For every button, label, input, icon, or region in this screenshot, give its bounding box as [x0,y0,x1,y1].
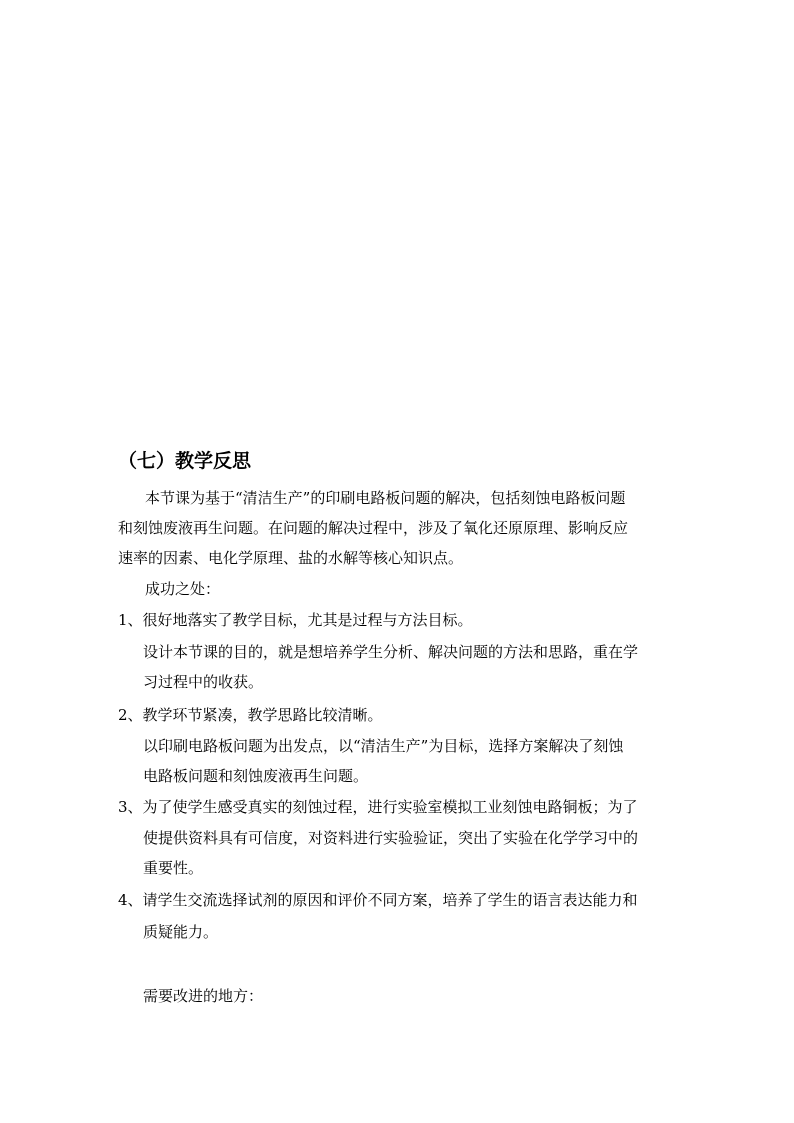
item-3-line-2: 使提供资料具有可信度，对资料进行实验验证，突出了实验在化学学习中的 [143,829,639,847]
item-2-title: 2、教学环节紧凑，教学思路比较清晰。 [118,706,383,724]
item-2-detail-line-2: 电路板问题和刻蚀废液再生问题。 [143,767,369,785]
item-3-line-1: 3、为了使学生感受真实的刻蚀过程，进行实验室模拟工业刻蚀电路铜板；为了 [118,798,638,816]
intro-line-1: 本节课为基于“清洁生产”的印刷电路板问题的解决，包括刻蚀电路板问题 [145,489,626,507]
success-label: 成功之处： [145,580,221,598]
item-4-line-2: 质疑能力。 [143,923,219,941]
section-heading: （七）教学反思 [118,450,252,472]
intro-line-2: 和刻蚀废液再生问题。在问题的解决过程中，涉及了氧化还原原理、影响反应 [118,519,629,537]
item-1-detail-line-2: 习过程中的收获。 [143,673,264,691]
improve-label: 需要改进的地方： [143,987,264,1005]
item-1-title: 1、很好地落实了教学目标，尤其是过程与方法目标。 [118,611,473,629]
intro-line-3: 速率的因素、电化学原理、盐的水解等核心知识点。 [118,549,464,567]
item-4-line-1: 4、请学生交流选择试剂的原因和评价不同方案，培养了学生的语言表达能力和 [118,891,638,909]
item-1-detail-line-1: 设计本节课的目的，就是想培养学生分析、解决问题的方法和思路，重在学 [143,643,639,661]
item-2-detail-line-1: 以印刷电路板问题为出发点，以“清洁生产”为目标，选择方案解决了刻蚀 [143,737,624,755]
item-3-line-3: 重要性。 [143,859,204,877]
